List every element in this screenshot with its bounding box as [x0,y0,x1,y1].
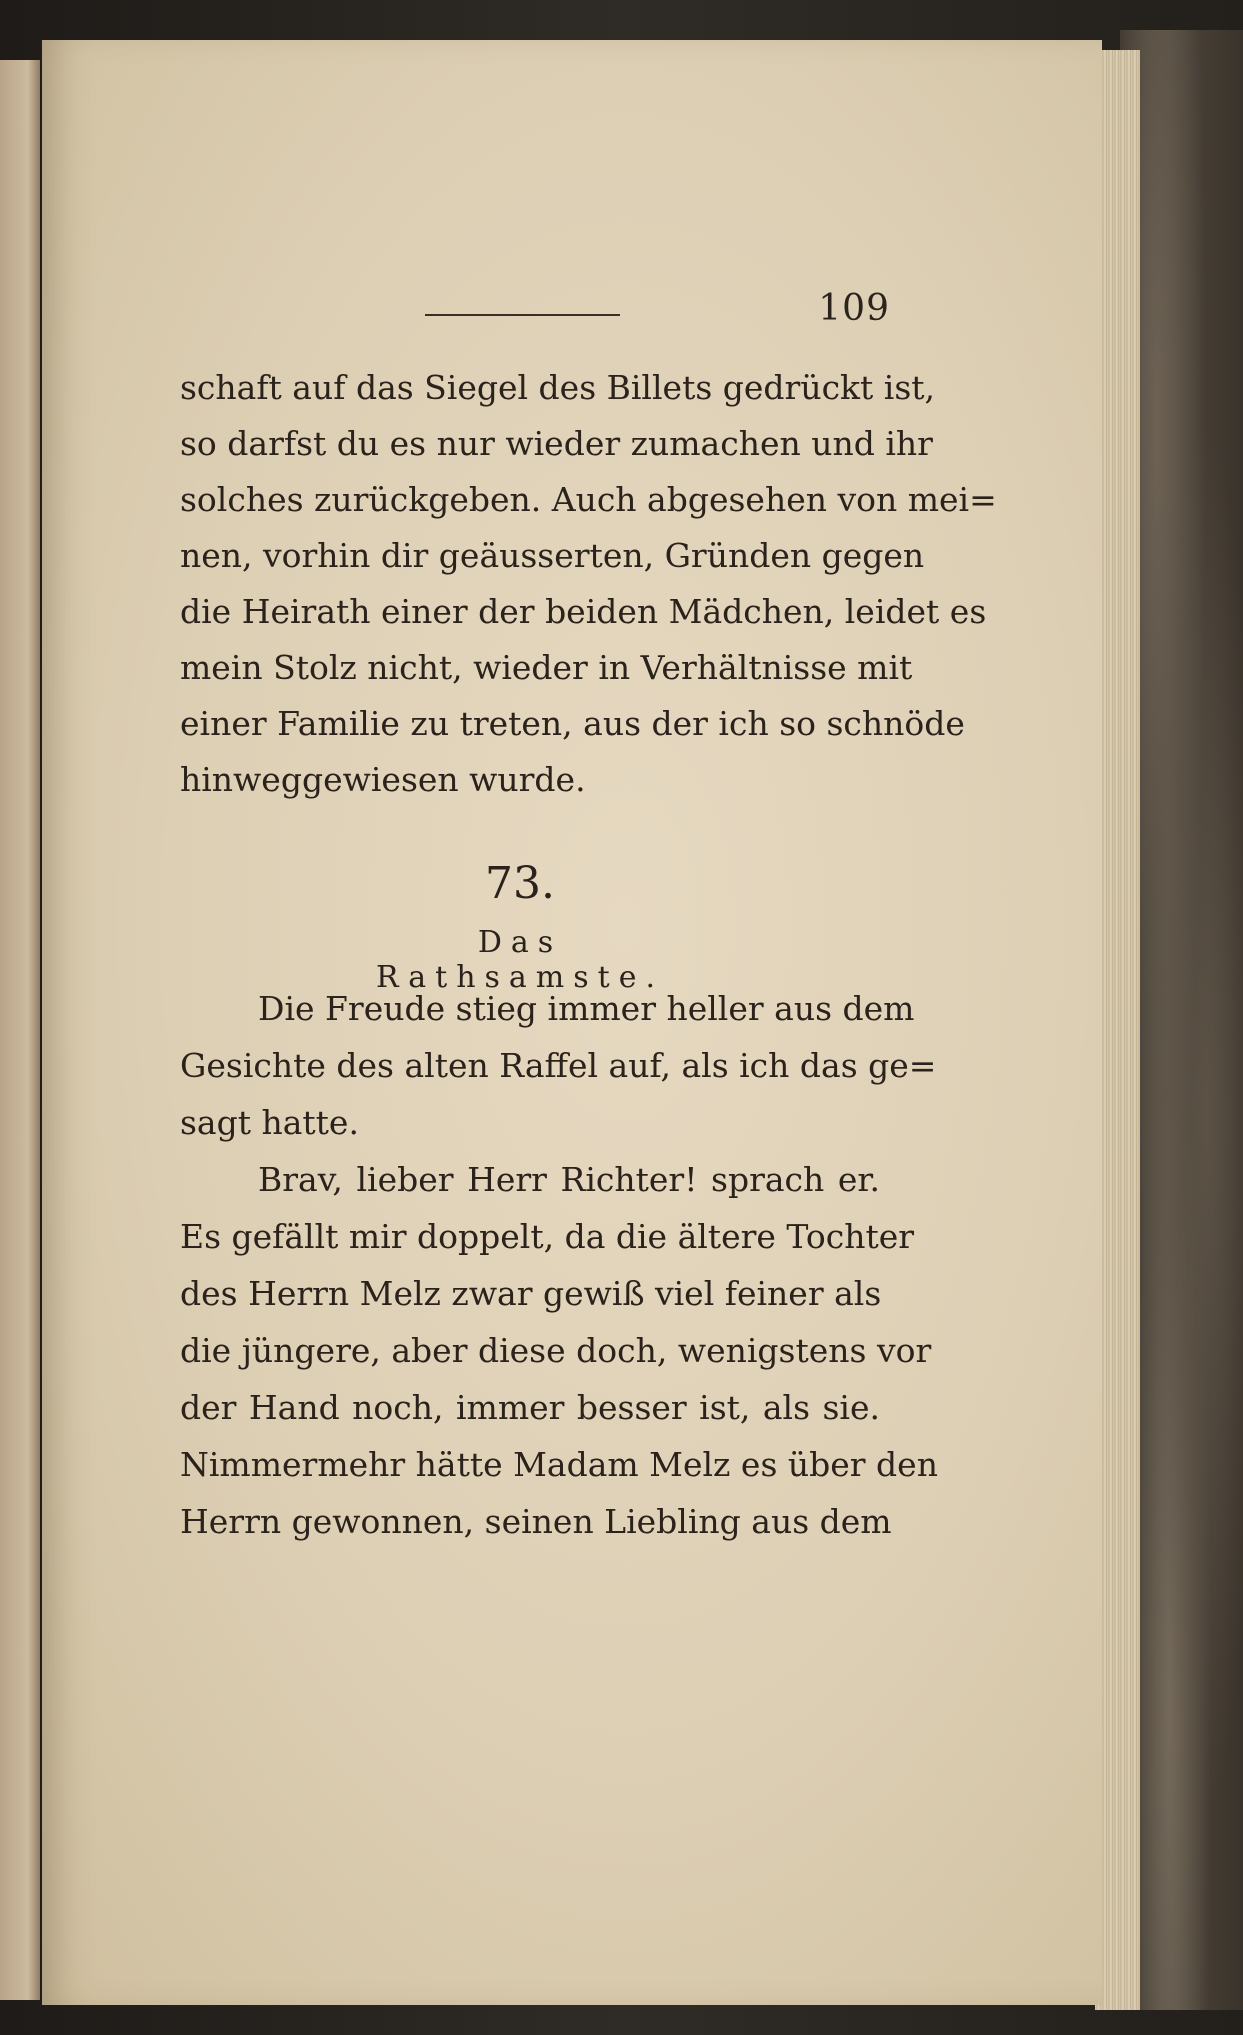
text-line: sagt hatte. [180,1103,359,1142]
section-number: 73. [485,858,555,909]
text-line: schaft auf das Siegel des Billets gedrückt ist, [180,368,936,407]
text-line: Brav, lieber Herr Richter! sprach er. [258,1160,880,1199]
text-line: des Herrn Melz zwar gewiß viel feiner als [180,1274,882,1313]
header-rule [425,314,620,316]
text-line: die jüngere, aber diese doch, wenigstens vor [180,1331,932,1370]
text-line: Gesichte des alten Raffel auf, als ich das ge= [180,1046,937,1085]
text-line: hinweggewiesen wurde. [180,760,586,799]
text-line: solches zurückgeben. Auch abgesehen von mei= [180,480,997,519]
section-title: Das Rathsamste. [375,925,664,995]
text-line: Nimmermehr hätte Madam Melz es über den [180,1445,938,1484]
text-line: Herrn gewonnen, seinen Liebling aus dem [180,1502,892,1541]
section-body [180,980,938,1550]
text-line: der Hand noch, immer besser ist, als sie. [180,1388,880,1427]
text-line: mein Stolz nicht, wieder in Verhältnisse mit [180,648,913,687]
text-line: die Heirath einer der beiden Mädchen, leidet es [180,592,987,631]
text-line: Es gefällt mir doppelt, da die ältere Tochter [180,1217,915,1256]
text-line: nen, vorhin dir geäusserten, Gründen gegen [180,536,925,575]
page-number: 109 [818,288,890,329]
facing-page-edge [0,60,40,2000]
top-paragraph [180,360,997,808]
text-line: einer Familie zu treten, aus der ich so schnöde [180,704,965,743]
text-line: Die Freude stieg immer heller aus dem [258,989,915,1028]
text-line: so darfst du es nur wieder zumachen und ihr [180,424,933,463]
